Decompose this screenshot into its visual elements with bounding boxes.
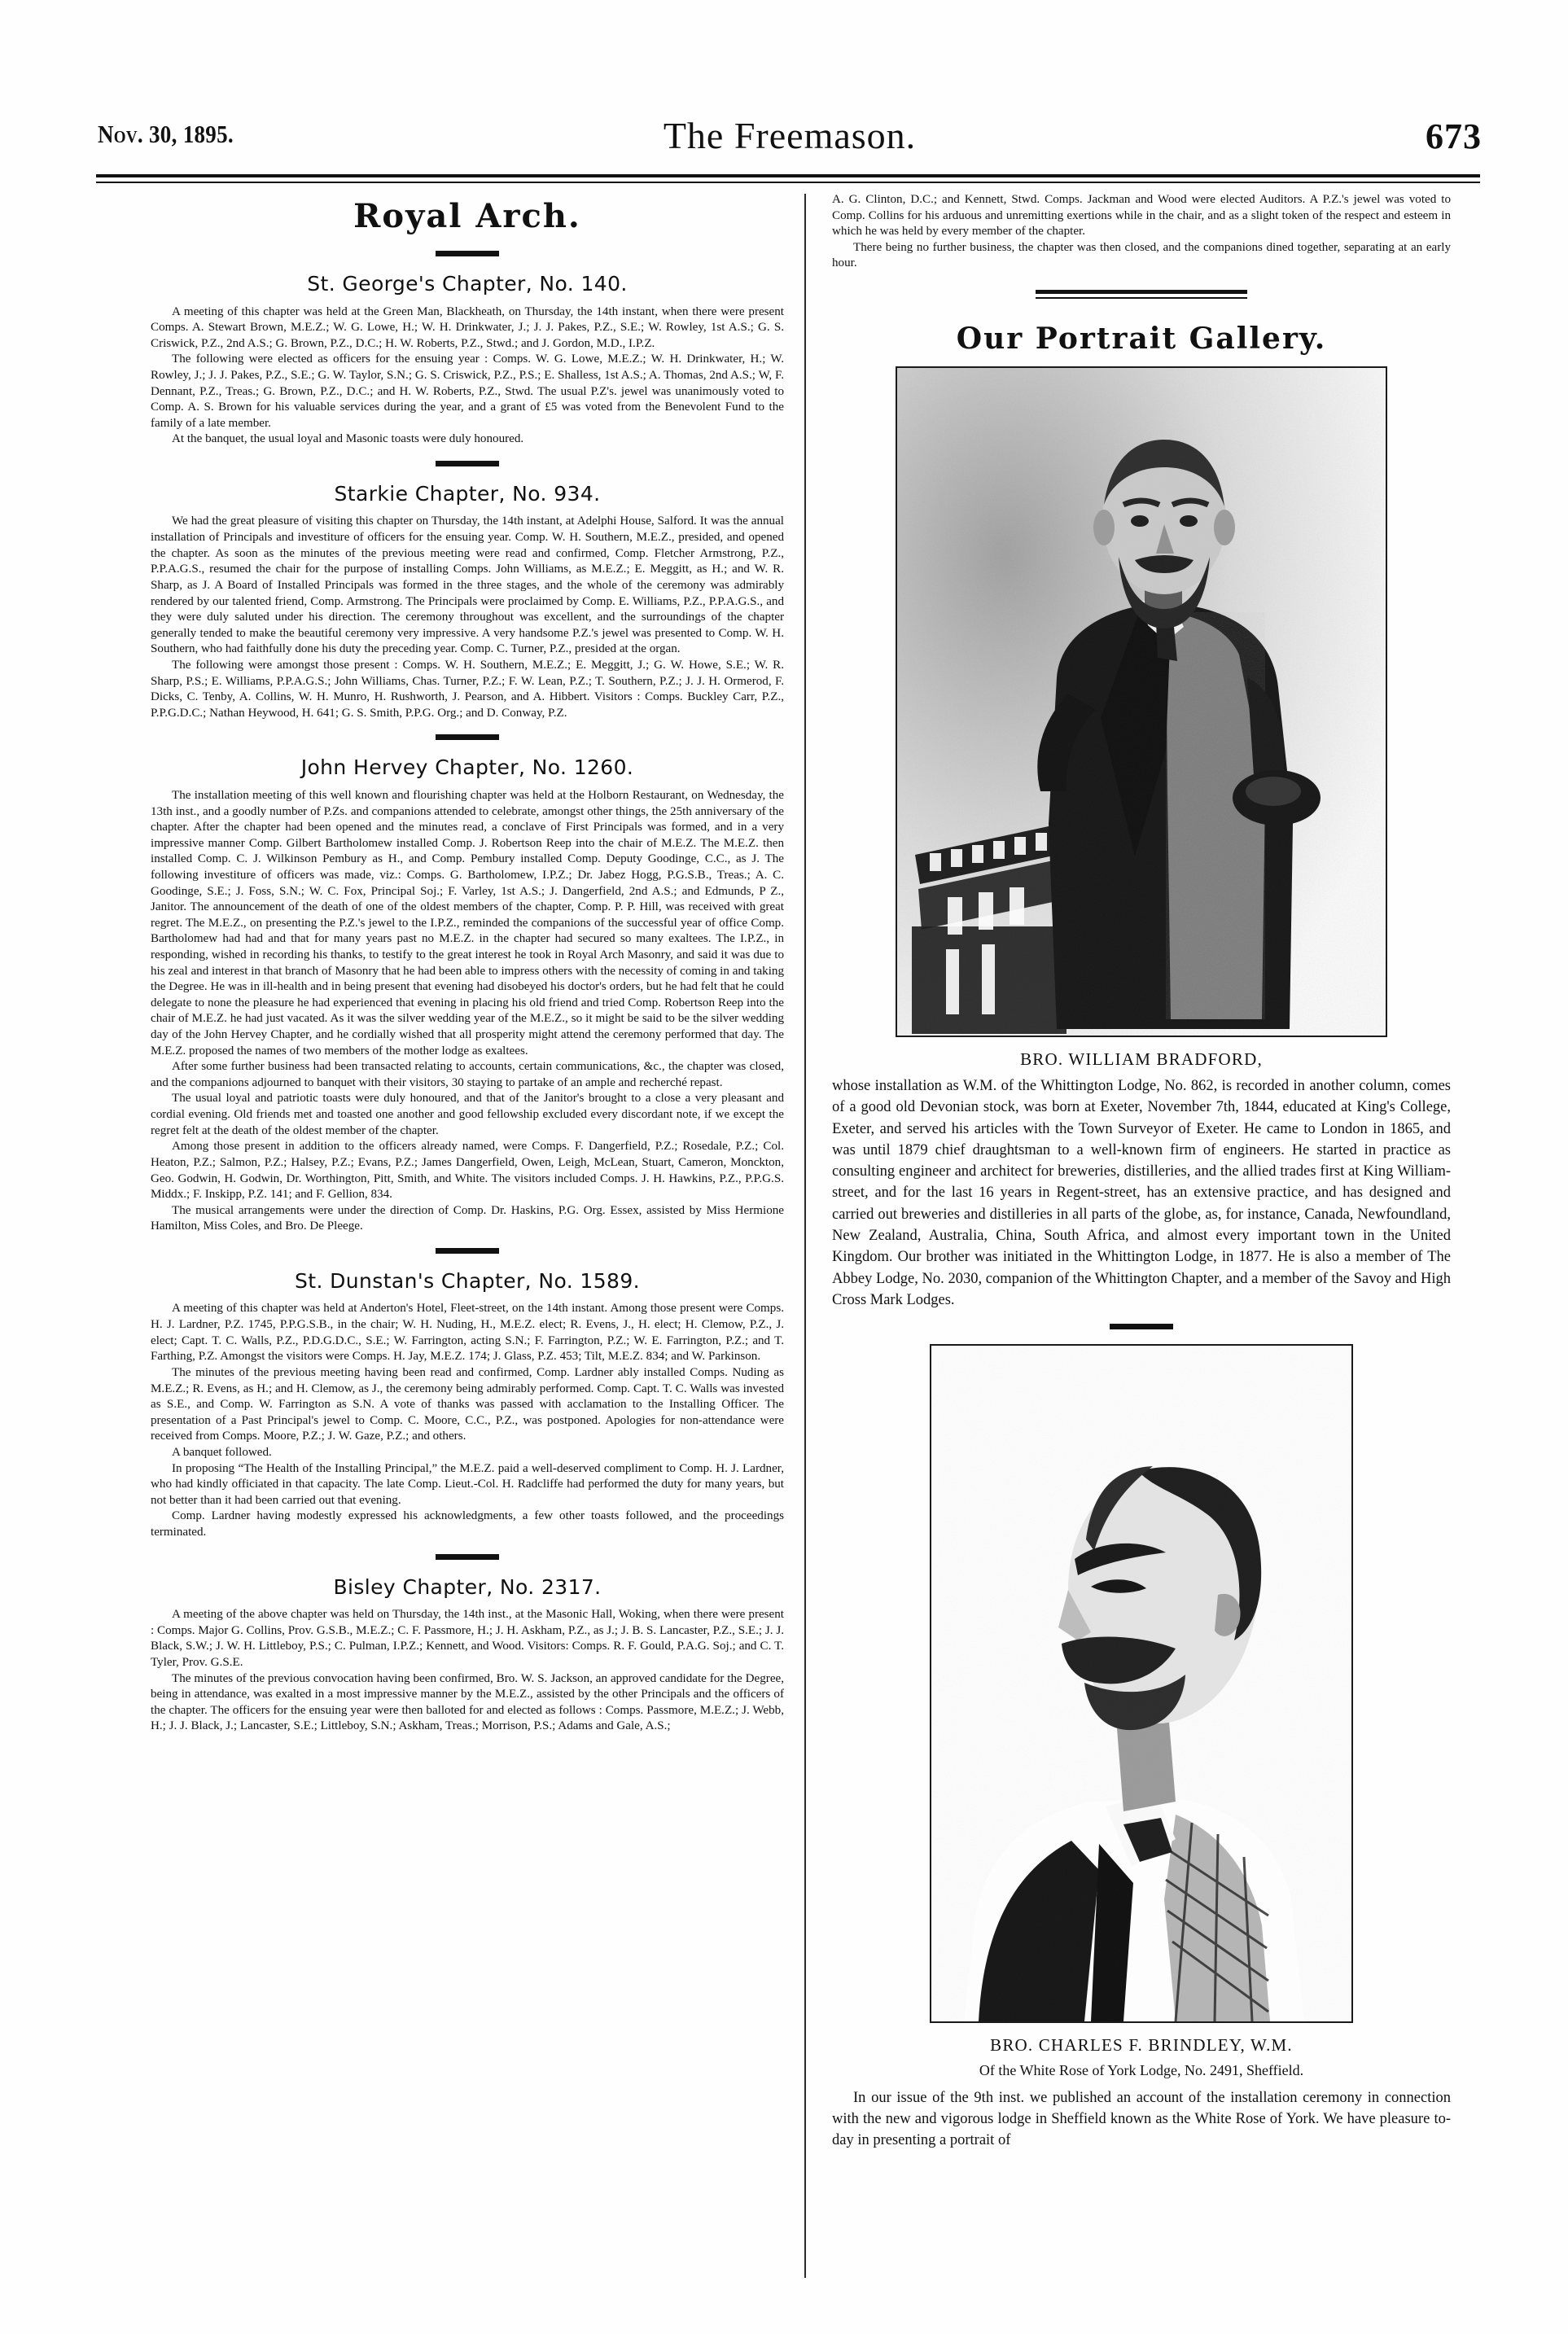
portrait-image-brindley [930,1344,1353,2023]
page-number: 673 [1426,116,1482,156]
masthead-rule [96,174,1480,183]
paragraph: The musical arrangements were under the direction of Comp. Dr. Haskins, P.G. Org. Essex, assisted by Miss Hermione Hamilton, Miss Coles, and Bro. De Pleege. [151,1203,784,1233]
divider-rule [436,734,499,740]
portrait-caption-brindley: BRO. CHARLES F. BRINDLEY, W.M. [990,2035,1293,2056]
paragraph: The minutes of the previous meeting having been read and confirmed, Comp. Lardner ably installed Comps. Nuding as M.E.Z.; R. Evens, as H.; and H. Clemow, as J., the ceremony being admirably performed. Comp. Capt. T. C. Walls was invested as S.E., and Comp. W. Farrington as S.N. A vote of thanks was passed with acclamation to the Installing Officer. The presentation of a Past Principal's jewel to Comp. C. Moore, C.C., P.Z., was postponed. Apologies for non-attendance were received from Comps. Moore, P.Z.; J. W. Gaze, P.Z.; and others. [151,1365,784,1443]
paragraph: There being no further business, the chapter was then closed, and the companions dined together, separating at an early hour. [832,240,1451,270]
divider-rule [1110,1324,1173,1329]
divider-rule [436,1248,499,1254]
paragraph: Among those present in addition to the officers already named, were Comps. F. Dangerfield, P.Z.; Rosedale, P.Z.; Col. Heaton, P.Z.; Salmon, P.Z.; Halsey, P.Z.; Evans, P.Z.; James Dangerfield, Owen, Leigh, McLean, Stuart, Cameron, Monckton, Geo. Godwin, H. Godwin, Dr. Worthington, Pitt, Smith, and White. The visitors included Comps. J. H. Hawkins, P.Z., P.P.G.S. Middx.; F. Inskipp, P.Z. 141; and F. Gellion, 834. [151,1140,784,1202]
running-head [98,114,1482,173]
portrait-biography-bradford: whose installation as W.M. of the Whittington Lodge, No. 862, is recorded in another column, comes of a good old Devonian stock, was born at Exeter, November 7th, 1844, educated at King's College, Exeter, and served his articles with the Town Surveyor of Exeter. He came to London in 1865, and was until 1879 chief draughtsman to a well-known firm of engineers. He started in practice as consulting engineer and architect for breweries, distilleries, and the allied trades first at King William-street, and for the last 16 years in Regent-street, has an extensive practice, and has designed and carried out breweries and distilleries in all parts of the globe, as, for instance, Canada, Newfoundland, New Zealand, Australia, China, South Africa, and almost every important town in the United Kingdom. Our brother was initiated in the Whittington Lodge, in 1877. He is also a member of The Abbey Lodge, No. 2030, companion of the Whittington Chapter, and a member of the Savoy and High Cross Mark Lodges. [832,1078,1451,1308]
paragraph: A banquet followed. [172,1445,272,1459]
paragraph: Comp. Lardner having modestly expressed his acknowledgments, a few other toasts followed, and the proceedings terminated. [151,1509,784,1539]
divider-rule [436,461,499,466]
paragraph: A. G. Clinton, D.C.; and Kennett, Stwd. Comps. Jackman and Wood were elected Auditors. A P.Z.'s jewel was voted to Comp. Collins for his arduous and unremitting exertions while in the chair, and as a slight token of the respect and esteem in which he was held by every member of the chapter. [832,193,1451,239]
paragraph: The following were amongst those present : Comps. W. H. Southern, M.E.Z.; E. Meggitt, J.; G. W. Howe, S.E.; W. R. Sharp, P.S.; E. Williams, P.P.A.G.S.; John Williams, Chas. Turner, P.Z.; F. W. Lean, P.Z.; T. Southern, P.Z.; J. J. H. Ormerod, F. Dicks, C. Tenby, A. Collins, W. H. Munro, H. Rushworth, J. Pearson, and A. Hibbert. Visitors : Comps. Buckley Carr, P.Z., P.P.G.D.C.; Nathan Heywood, H. 641; G. S. Smith, P.P.G. Org.; and D. Conway, P.Z. [151,658,784,720]
issue-date: Nov. 30, 1895. [98,120,234,148]
paragraph: After some further business had been transacted relating to accounts, certain communications, &c., the chapter was closed, and the companions adjourned to banquet with their visitors, 30 staying to partake of an ample and recherché repast. [151,1060,784,1089]
paragraph: A meeting of this chapter was held at the Green Man, Blackheath, on Thursday, the 14th instant, when there were present Comps. A. Stewart Brown, M.E.Z.; W. G. Lowe, H.; W. H. Drinkwater, J.; J. J. Pakes, P.Z., S.E.; W. Rowley, 1st A.S.; G. S. Criswick, P.Z., 2nd A.S.; G. Brown, P.Z., D.C.; H. W. Roberts, P.Z., Stwd.; and J. Gordon, M.D., I.P.Z. [151,304,784,350]
portrait-illustration [897,368,1386,1036]
divider-rule [436,1554,499,1560]
portrait-caption-bradford: BRO. WILLIAM BRADFORD, [1020,1049,1263,1069]
left-column [151,192,784,1735]
paragraph: At the banquet, the usual loyal and Masonic toasts were duly honoured. [172,432,524,446]
chapter-heading-starkie: Starkie Chapter, No. 934. [334,481,601,506]
paragraph: A meeting of this chapter was held at Anderton's Hotel, Fleet-street, on the 14th instant. Among those present were Comps. H. J. Lardner, P.Z. 1745, P.P.G.S.B., in the chair; W. H. Nuding, H., M.E.Z. elect; R. Evens, J., H. elect; H. Clemow, P.Z., J. elect; Capt. T. C. Walls, P.Z., P.D.G.D.C., S.E.; W. Farrington, acting S.N.; F. Farrington, P.Z.; W. E. Farrington, P.Z.; and T. Farthing, P.Z. Amongst the visitors were Comps. H. Jay, M.E.Z. 174; J. Glass, P.Z. 453; Tilt, M.E.Z. 834; and W. Parkinson. [151,1302,784,1364]
paragraph: We had the great pleasure of visiting this chapter on Thursday, the 14th instant, at Adelphi House, Salford. It was the annual installation of Principals and investiture of officers for the ensuing year. Comp. W. H. Southern, M.E.Z., presided, and opened the chapter. As soon as the minutes of the previous meeting were read and confirmed, Comp. Fletcher Armstrong, P.Z., P.P.A.G.S., resumed the chair for the purpose of installing Comps. John Williams, as M.E.Z.; E. Meggitt, as H.; and W. R. Sharp, as J. A Board of Installed Principals was formed in the three stages, and the whole of the ceremony was admirably rendered by our talented friend, Comp. Armstrong. The Principals were proclaimed by Comp. E. Williams, P.Z., P.P.A.G.S., and they were duly saluted under his direction. The ceremony throughout was excellent, and the surroundings of the chapter generally tended to make the beautiful ceremony very impressive. A very handsome P.Z.'s jewel was presented to Comp. W. H. Southern, who had faithfully done his duty the preceding year. Comp. C. Turner, P.Z., presided at the organ. [151,515,784,656]
column-divider [804,194,806,2278]
portrait-image-bradford [896,366,1387,1037]
paragraph: The minutes of the previous convocation having been confirmed, Bro. W. S. Jackson, an approved candidate for the Degree, being in attendance, was exalted in a most impressive manner by the M.E.Z., assisted by the other Principals and the officers of the chapter. The officers for the ensuing year were then balloted for and elected as follows : Comps. Passmore, M.E.Z.; J. Webb, H.; J. J. Black, J.; Lancaster, S.E.; Littleboy, S.N.; Askham, Treas.; Morrison, P.S.; Adams and Gale, A.S.; [151,1671,784,1733]
paragraph: The following were elected as officers for the ensuing year : Comps. W. G. Lowe, M.E.Z.; W. H. Drinkwater, H.; W. Rowley, J.; J. J. Pakes, P.Z., S.E.; G. W. Taylor, S.N.; G. S. Criswick, P.Z., P.S.; E. Shalless, 1st A.S.; A. Thomas, 2nd A.S.; W, F. Dennant, P.Z., Treas.; G. Brown, P.Z., D.C.; and H. W. Roberts, P.Z., Stwd. The usual P.Z's. jewel was unanimously voted to Comp. A. S. Brown for his valuable services during the year, and a grant of £5 was voted from the Benevolent Fund to the family of a late member. [151,353,784,430]
paragraph: The installation meeting of this well known and flourishing chapter was held at the Holborn Restaurant, on Wednesday, the 13th inst., and a goodly number of P.Zs. and companions attended to celebrate, amongst other things, the 25th anniversary of the chapter. After the chapter had been opened and the minutes read, a conclave of First Principals was formed, and in a very impressive manner Comp. Gilbert Bartholomew installed Comp. J. Robertson Reep into the chair of M.E.Z. The M.E.Z. then installed Comp. C. J. Wilkinson Pembury as H., and Comp. Pembury installed Comp. Deputy Goodinge, C.C., as J. The following investiture of officers was made, viz.: Comps. G. Bartholomew, I.P.Z.; Dr. Jabez Hogg, P.G.S.B., Treas.; A. C. Goodinge, S.E.; J. Foss, S.N.; W. C. Fox, Principal Soj.; F. Varley, 1st A.S.; J. Dangerfield, 2nd A.S.; and Edmunds, P Z., Janitor. The announcement of the death of one of the oldest members of the chapter, Comp. P. P. Hill, was received with great regret. The M.E.Z., on presenting the P.Z.'s jewel to the I.P.Z., reminded the companions of the successful year of office Comp. Bartholomew had had and that for many years past no M.E.Z. in the chapter had secured so many exaltees. The I.P.Z., in responding, wished in recording his thanks, to testify to the great interest he took in Royal Arch Masonry, and said it was due to his zeal and interest in that branch of Masonry that he had been able to impress others with the necessity of coming in and taking the Degree. He was in ill-health and in being present that evening had disobeyed his doctor's orders, but he had felt that he could delegate to none the pleasure he had experienced that evening in placing his old friend and tried Comp. Robertson Reep into the chair of M.E.Z. he had just vacated. As it was the silver wedding year of the M.E.Z., so it might be said to be the silver wedding day of the John Hervey Chapter, and he cordially wished that all prosperity might attend the ceremony performed that day. The M.E.Z. proposed the names of two members of the mother lodge as exaltees. [151,788,784,1058]
chapter-heading-st-georges: St. George's Chapter, No. 140. [307,272,628,296]
portrait-biography-brindley: In our issue of the 9th inst. we published an account of the installation ceremony in connection with the new and vigorous lodge in Sheffield known as the White Rose of York. We have pleasure to-day in presenting a portrait of [832,2089,1451,2149]
portrait-subcaption-brindley: Of the White Rose of York Lodge, No. 2491, Sheffield. [979,2062,1304,2079]
paragraph: In proposing “The Health of the Installing Principal,” the M.E.Z. paid a well-deserved compliment to Comp. H. J. Lardner, who had kindly officiated in that capacity. The late Comp. Lieut.-Col. H. Radcliffe had performed the duty for many years, but not better than it had been carried out that evening. [151,1461,784,1507]
divider-rule [436,251,499,256]
chapter-heading-bisley: Bisley Chapter, No. 2317. [333,1574,602,1599]
portrait-illustration [931,1346,1351,2021]
section-title-portrait-gallery: Our Portrait Gallery. [956,322,1327,357]
publication-title: The Freemason. [663,115,917,156]
divider-rule-double [1036,290,1247,299]
chapter-heading-st-dunstans: St. Dunstan's Chapter, No. 1589. [294,1268,640,1293]
chapter-heading-john-hervey: John Hervey Chapter, No. 1260. [300,755,634,780]
right-column [832,192,1451,2152]
section-title-royal-arch: Royal Arch. [353,197,581,235]
paragraph: The usual loyal and patriotic toasts were duly honoured, and that of the Janitor's brought to a close a very pleasant and cordial evening. Old friends met and toasted one another and good fellowship excluded every discordant note, if we except the regret felt at the death of the oldest member of the chapter. [151,1092,784,1137]
paragraph: A meeting of the above chapter was held on Thursday, the 14th inst., at the Masonic Hall, Woking, when there were present : Comps. Major G. Collins, Prov. G.S.B., M.E.Z.; C. F. Passmore, H.; J. H. Askham, P.Z., as J.; J. B. S. Lancaster, P.Z., S.E.; J. J. Black, S.W.; J. W. H. Littleboy, P.S.; C. Pulman, I.P.Z.; Kennett, and Wood. Visitors: Comps. R. F. Gould, P.A.G. Soj.; and C. T. Tyler, Prov. G.S.E. [151,1608,784,1669]
